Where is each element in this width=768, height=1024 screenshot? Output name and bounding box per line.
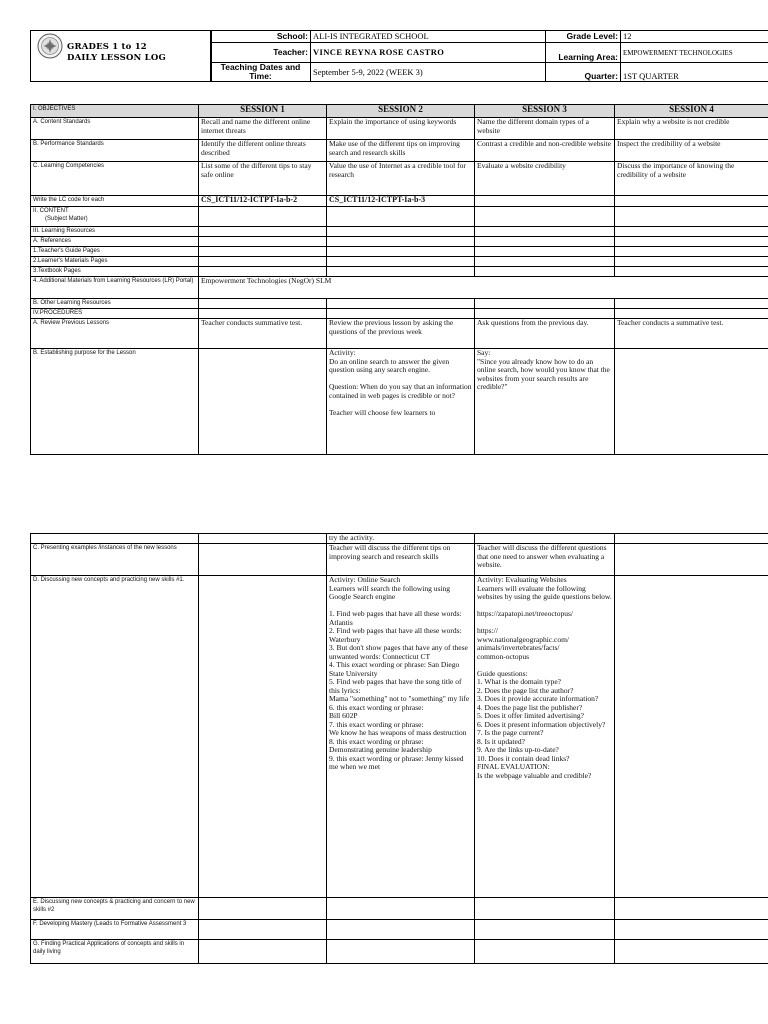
cell [327,309,475,319]
header-info-table [210,30,768,82]
row-label: 3.Textbook Pages [31,267,199,277]
cell: Explain the importance of using keywords [327,118,475,140]
teacher-value: VINCE REYNA ROSE CASTRO [311,43,546,63]
cell [199,940,327,964]
row-label: III. Learning Resources [31,227,199,237]
title-line2: DAILY LESSON LOG [67,53,166,63]
table-row [31,299,768,309]
cell [199,349,327,455]
row-label: A. Content Standards [31,118,199,140]
cell [615,349,768,455]
cell [199,207,327,227]
row-label: E. Discussing new concepts & practicing and concern to new skills #2 [31,898,199,920]
cell [475,237,615,247]
cell [327,237,475,247]
cell: Recall and name the different online internet threats [199,118,327,140]
cell: Evaluate a website credibility [475,162,615,196]
deped-seal-icon [37,33,63,59]
row-label: IV.PROCEDURES [31,309,199,319]
cell [615,920,768,940]
cell: Review the previous lesson by asking the questions of the previous week [327,319,475,349]
cell [615,534,768,544]
title-box [30,30,212,82]
cell [615,544,768,576]
cell: Teacher conducts a summative test. [615,319,768,349]
cell [475,309,615,319]
table-row [31,898,768,920]
row-label: B. Performance Standards [31,140,199,162]
school-value: ALI-IS INTEGRATED SCHOOL [311,31,546,43]
content-heading: II. CONTENT [33,208,69,214]
cell: Teacher conducts summative test. [199,319,327,349]
row-label: 1.Teacher's Guide Pages [31,247,199,257]
row-label: Write the LC code for each [31,196,199,207]
cell [199,237,327,247]
cell [199,227,327,237]
cell [615,257,768,267]
lc-code-1: CS_ICT11/12-ICTPT-Ia-b-2 [199,196,327,207]
row-label: B. Establishing purpose for the Lesson [31,349,199,455]
table-row [31,277,768,299]
row-label: D. Discussing new concepts and practicing new skills #1. [31,576,199,898]
cell: Inspect the credibility of a website [615,140,768,162]
cell [31,534,199,544]
table-row [31,267,768,277]
row-label [31,207,199,227]
row-label: B. Other Learning Resources [31,299,199,309]
row-label: 4. Additional Materials from Learning Resources (LR) Portal) [31,277,199,299]
table-row [31,237,768,247]
cell [199,267,327,277]
table-row [31,105,768,118]
cell [615,299,768,309]
cell [199,544,327,576]
additional-materials-value: Empowerment Technologies (NegOr) SLM [199,277,768,299]
lc-code-2: CS_ICT11/12-ICTPT-Ia-b-3 [327,196,475,207]
cell: List some of the different tips to stay safe online [199,162,327,196]
area-value: EMPOWERMENT TECHNOLOGIES [621,43,768,63]
table-row [31,227,768,237]
row-label: C. Learning Competencies [31,162,199,196]
cell [199,299,327,309]
quarter-label: Quarter: [546,63,621,82]
cell [615,267,768,277]
table-row [31,576,768,898]
cell [327,227,475,237]
table-row [31,940,768,964]
row-label: A. Review Previous Lessons [31,319,199,349]
session-1-header: SESSION 1 [199,105,327,118]
cell [327,898,475,920]
cell: Discuss the importance of knowing the credibility of a website [615,162,768,196]
cell [615,576,768,898]
cell [615,309,768,319]
table-row [31,140,768,162]
cell [327,207,475,227]
cell [475,247,615,257]
cell [327,299,475,309]
cell: Identify the different online threats described [199,140,327,162]
lesson-table [30,104,768,455]
row-label: G. Finding Practical Applications of concepts and skills in daily living [31,940,199,964]
cell: Teacher will discuss the different questions that one need to answer when evaluating a website. [475,544,615,576]
cell: Name the different domain types of a website [475,118,615,140]
table-row [31,309,768,319]
cell [199,257,327,267]
cell [615,898,768,920]
cell [615,227,768,237]
cell [327,940,475,964]
cell: Activity: Do an online search to answer the given question using any search engine. Question: When do you say that an information contained in web pages is credible or not? Teacher will choose few learners to [327,349,475,455]
session-4-header: SESSION 4 [615,105,768,118]
cell [475,257,615,267]
lesson-table-continued [30,533,768,964]
cell [327,920,475,940]
dates-value: September 5-9, 2022 (WEEK 3) [311,63,546,82]
objectives-heading: I. OBJECTIVES [31,105,199,118]
cell: Ask questions from the previous day. [475,319,615,349]
teacher-label: Teacher: [211,43,311,63]
cell [199,247,327,257]
school-label: School: [211,31,311,43]
cell [327,247,475,257]
cell [615,940,768,964]
cell [199,309,327,319]
table-row [31,534,768,544]
row-label: 2.Learner's Materials Pages [31,257,199,267]
table-row [31,920,768,940]
table-row [31,247,768,257]
session-2-header: SESSION 2 [327,105,475,118]
cell [475,940,615,964]
cell: Contrast a credible and non-credible website [475,140,615,162]
cell [199,898,327,920]
cell [475,920,615,940]
table-row [31,319,768,349]
cell [615,237,768,247]
cell [615,207,768,227]
cell [475,196,615,207]
cell: Explain why a website is not credible [615,118,768,140]
row-label: F. Developing Mastery (Leads to Formative Assessment 3 [31,920,199,940]
cell [615,196,768,207]
table-row [31,196,768,207]
table-row [31,118,768,140]
cell [199,576,327,898]
cell: Make use of the different tips on improving search and research skills [327,140,475,162]
area-label: Learning Area: [546,43,621,63]
dates-label: Teaching Dates and Time: [211,63,311,82]
cell: try the activity. [327,534,475,544]
cell [475,267,615,277]
table-row [31,162,768,196]
cell: Teacher will discuss the different tips on improving search and research skills [327,544,475,576]
cell: Say: "Since you already know how to do an online search, how would you know that the websites from your search results are credible?" [475,349,615,455]
cell [199,920,327,940]
cell [475,534,615,544]
grade-value: 12 [621,31,768,43]
session-3-header: SESSION 3 [475,105,615,118]
cell [475,299,615,309]
cell [615,247,768,257]
cell: Activity: Online Search Learners will search the following using Google Search engine 1. Find web pages that have all these words: Atlantis 2. Find web pages that have all these words: Waterbury 3. But don't show pages that have any of these unwanted words: Connecticut CT 4. This exact wording or phrase: San Diego State University 5. Find web pages that have the song title of this lyrics: Mama "something" not to "something" my life 6. this exact wording or phrase: Bill 602P 7. this exact wording or phrase: We know he has weapons of mass destruction 8. this exact wording or phrase: Demonstrating genuine leadership 9. this exact wording or phrase: Jenny kissed me when we met [327,576,475,898]
cell [199,534,327,544]
cell [327,267,475,277]
grade-label: Grade Level: [546,31,621,43]
title-line1: GRADES 1 to 12 [67,42,147,52]
table-row [31,349,768,455]
table-row [31,207,768,227]
row-label: A. References [31,237,199,247]
quarter-value: 1ST QUARTER [621,63,768,82]
cell: Value the use of Internet as a credible tool for research [327,162,475,196]
table-row [31,544,768,576]
cell [475,227,615,237]
cell: Activity: Evaluating Websites Learners will evaluate the following websites by using the guide questions below. https://zapatopi.net/treeoctopus/ https:// www.nationalgeographic.com/ animals/invertebrates/facts/ common-octopus Guide questions: 1. What is the domain type? 2. Does the page list the author? 3. Does it provide accurate information? 4. Does the page list the publisher? 5. Does it offer limited advertising? 6. Does it present information objectively? 7. Is the page current? 8. Is it updated? 9. Are the links up-to-date? 10. Does it contain dead links? FINAL EVALUATION: Is the webpage valuable and credible? [475,576,615,898]
cell [475,207,615,227]
content-subheading: (Subject Matter) [45,216,88,222]
cell [327,257,475,267]
row-label: C. Presenting examples /instances of the new lessons [31,544,199,576]
cell [475,898,615,920]
table-row [31,257,768,267]
